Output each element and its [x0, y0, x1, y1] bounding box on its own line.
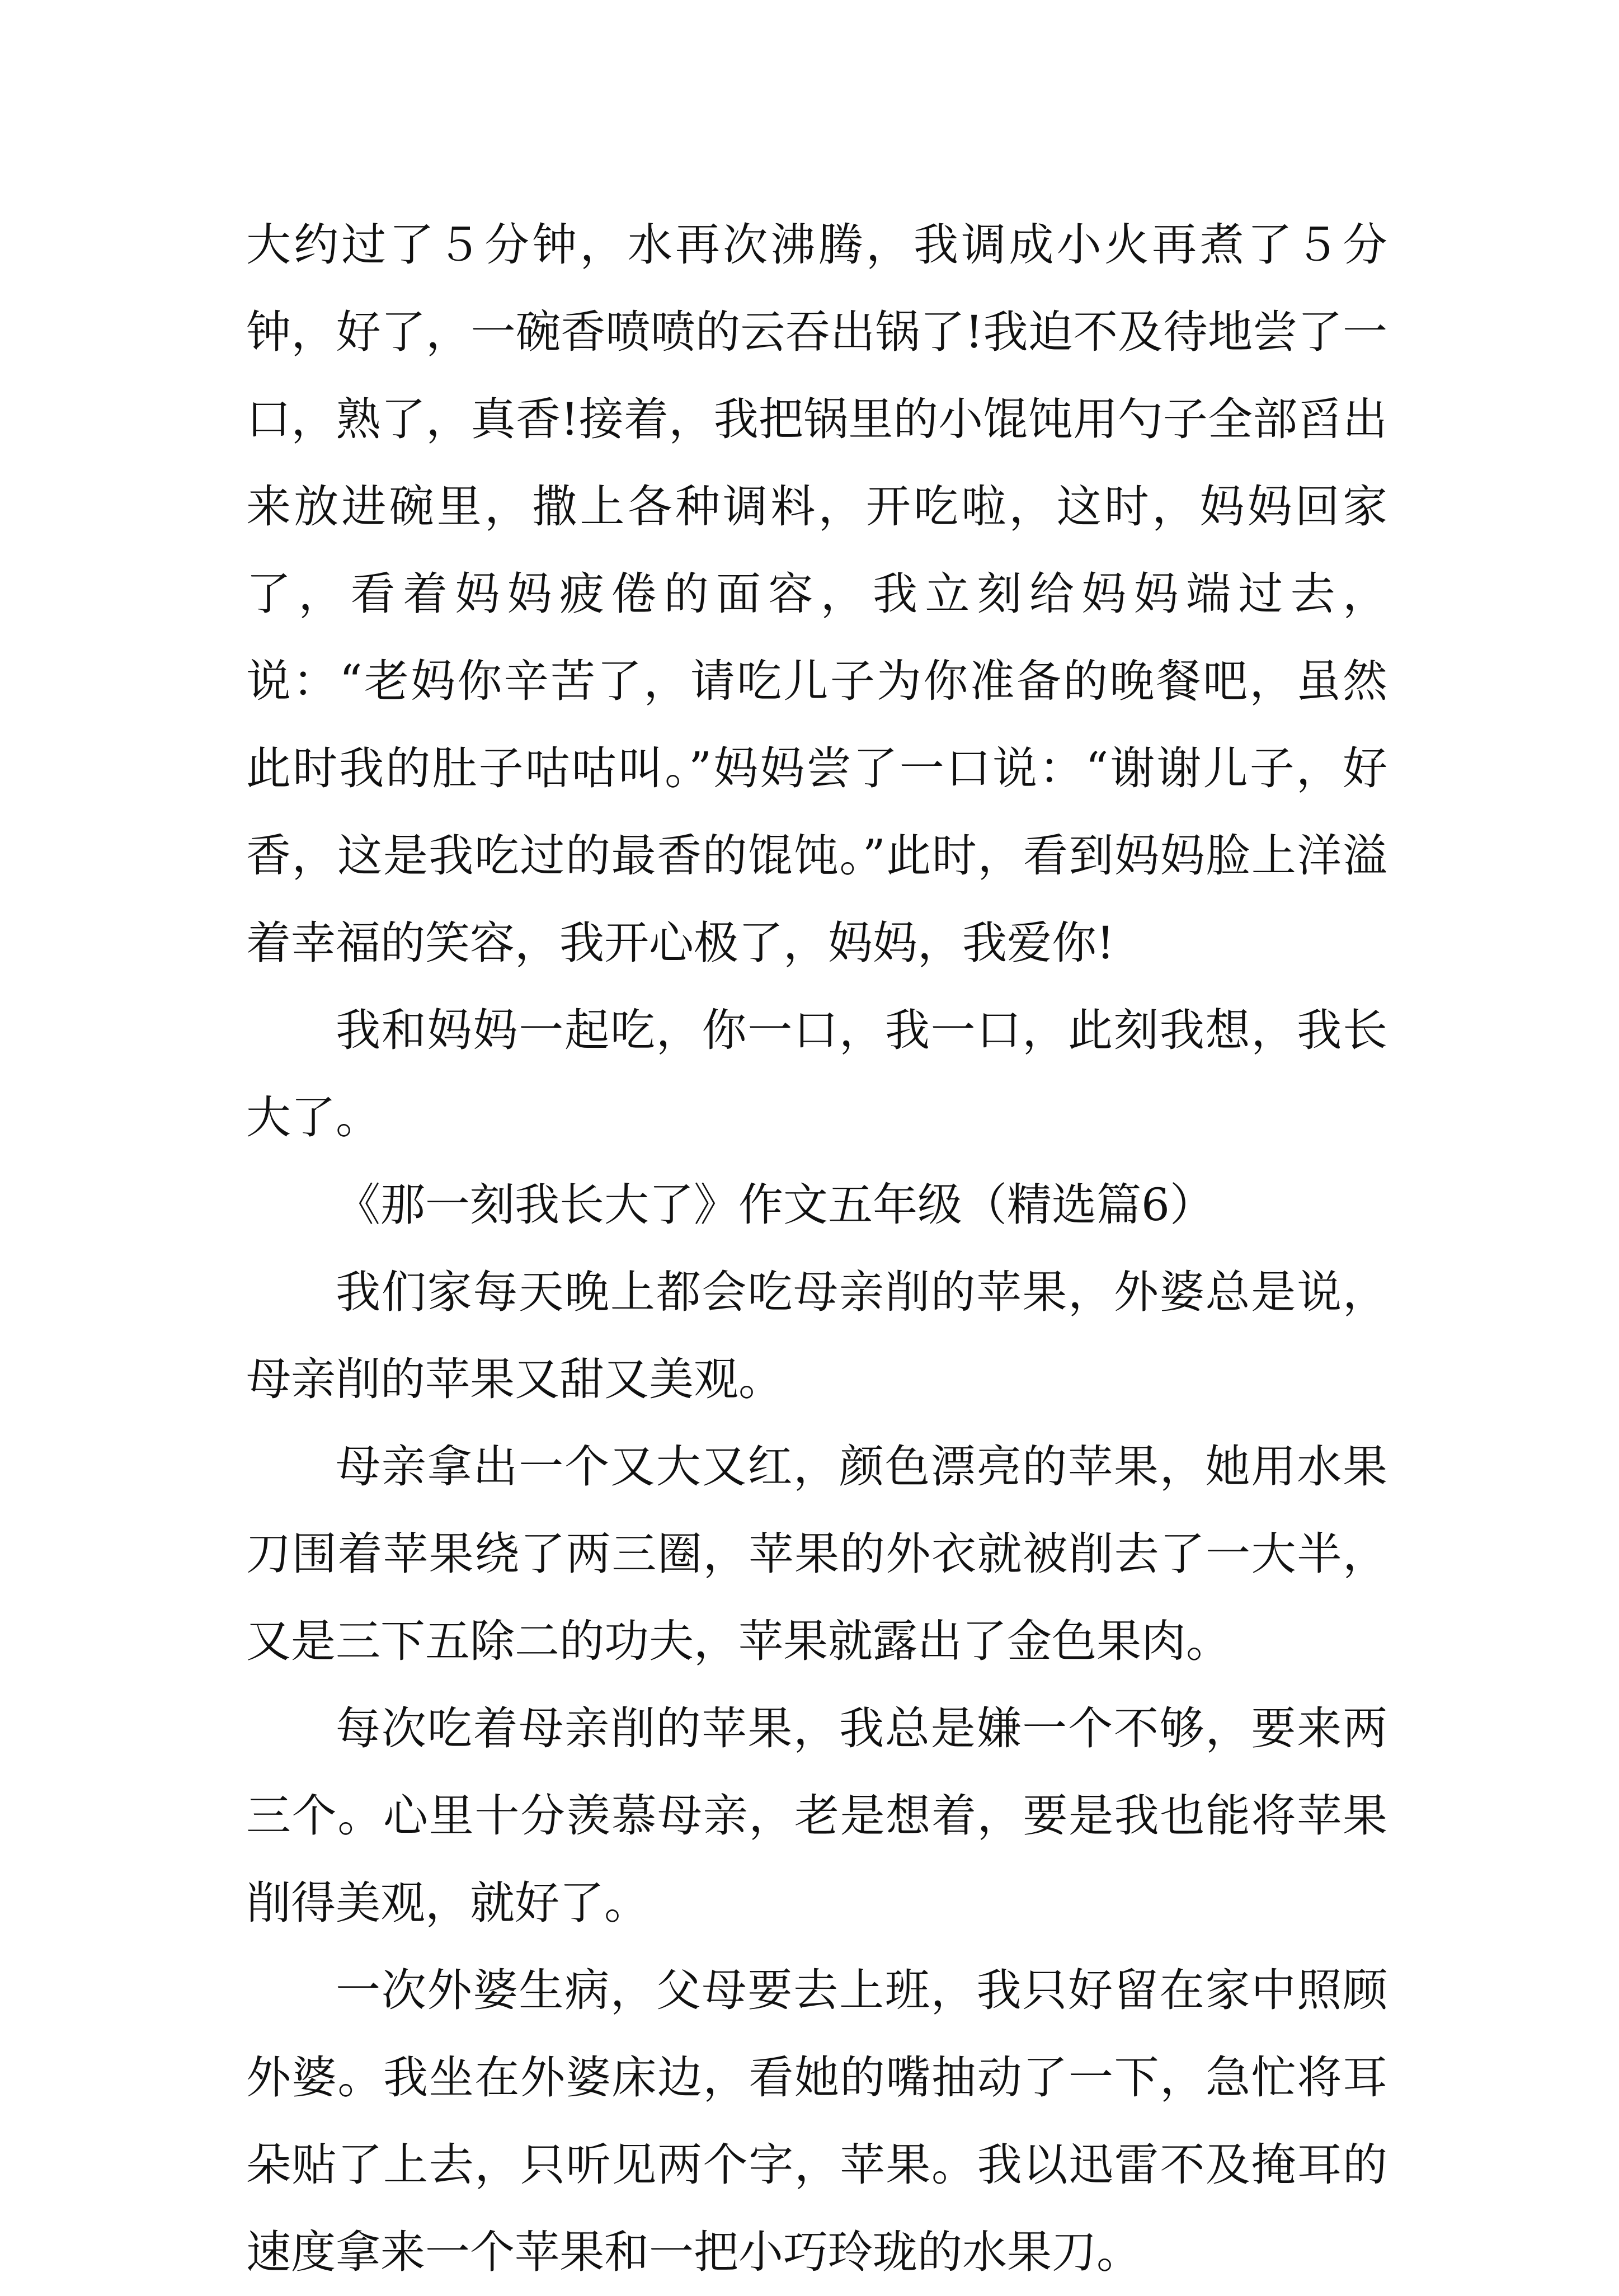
paragraph-wonton-continued: 大约过了５分钟，水再次沸腾，我调成小火再煮了５分钟，好了，一碗香喷喷的云吞出锅了!我迫不及待地尝了一口，熟了，真香!接着，我把锅里的小馄饨用勺子全部舀出来放进碗里，撒上各种调料，开吃啦，这时，妈妈回家了，看着妈妈疲倦的面容，我立刻给妈妈端过去，说：“老妈你辛苦了，请吃儿子为你准备的晚餐吧，虽然此时我的肚子咕咕叫。”妈妈尝了一口说：“谢谢儿子，好香，这是我吃过的最香的馄饨。”此时，看到妈妈脸上洋溢着幸福的笑容，我开心极了，妈妈，我爱你!: [246, 219, 1387, 969]
paragraph-grandma-sick: 一次外婆生病，父母要去上班，我只好留在家中照顾外婆。我坐在外婆床边，看她的嘴抽动了一下，急忙将耳朵贴了上去，只听见两个字，苹果。我以迅雷不及掩耳的速度拿来一个苹果和一把小巧玲珑的水果刀。: [246, 1964, 1387, 2278]
paragraph-apple-intro: 我们家每天晚上都会吃母亲削的苹果，外婆总是说，母亲削的苹果又甜又美观。: [246, 1266, 1387, 1405]
paragraph-eat-together: 我和妈妈一起吃，你一口，我一口，此刻我想，我长大了。: [246, 1004, 1387, 1144]
paragraph-envy: 每次吃着母亲削的苹果，我总是嫌一个不够，要来两三个。心里十分羡慕母亲，老是想着，要是我也能将苹果削得美观，就好了。: [246, 1702, 1387, 1929]
paragraph-mother-peels: 母亲拿出一个又大又红，颜色漂亮的苹果，她用水果刀围着苹果绕了两三圈，苹果的外衣就被削去了一大半，又是三下五除二的功夫，苹果就露出了金色果肉。: [246, 1441, 1387, 1667]
document-body: [246, 201, 1387, 2296]
section-heading: 《那一刻我长大了》作文五年级（精选篇6）: [336, 1179, 1215, 1231]
